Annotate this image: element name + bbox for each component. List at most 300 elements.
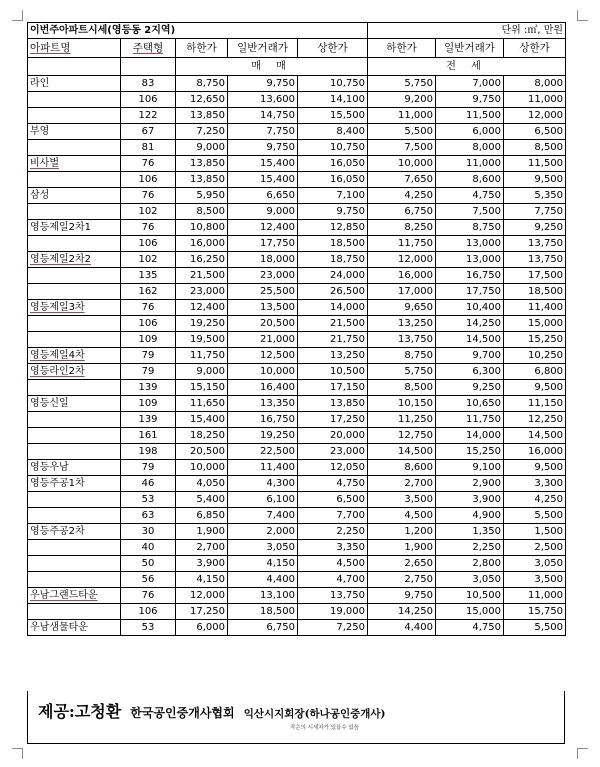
apartment-name-cell: [28, 92, 121, 108]
table-row: [28, 124, 566, 140]
sale-low-cell: 16,250: [176, 252, 228, 268]
header-lease-avg: 일반거래가: [436, 39, 504, 58]
sale-low-cell: 21,500: [176, 268, 228, 284]
sale-high-cell: 10,500: [298, 364, 368, 380]
lease-low-cell: 5,750: [368, 364, 436, 380]
lease-low-cell: 14,500: [368, 444, 436, 460]
sale-high-cell: 7,250: [298, 620, 368, 636]
lease-high-cell: 3,300: [504, 476, 566, 492]
lease-high-cell: 16,000: [504, 444, 566, 460]
lease-high-cell: 5,500: [504, 508, 566, 524]
sale-avg-cell: 13,600: [228, 92, 298, 108]
table-row: [28, 108, 566, 124]
page-corner-mark: [12, 10, 23, 21]
house-type-cell: 50: [121, 556, 176, 572]
lease-high-cell: 11,000: [504, 588, 566, 604]
sale-high-cell: 13,250: [298, 348, 368, 364]
table-row: [28, 284, 566, 300]
sale-low-cell: 10,000: [176, 460, 228, 476]
sale-high-cell: 19,000: [298, 604, 368, 620]
lease-low-cell: 4,400: [368, 620, 436, 636]
apartment-name-cell: [28, 204, 121, 220]
apartment-name-cell: [28, 428, 121, 444]
lease-low-cell: 16,000: [368, 268, 436, 284]
sale-avg-cell: 2,000: [228, 524, 298, 540]
sale-avg-cell: 19,250: [228, 428, 298, 444]
sale-avg-cell: 6,650: [228, 188, 298, 204]
lease-low-cell: 9,200: [368, 92, 436, 108]
table-row: [28, 236, 566, 252]
sale-avg-cell: 9,750: [228, 140, 298, 156]
sale-avg-cell: 13,500: [228, 300, 298, 316]
lease-avg-cell: 11,750: [436, 412, 504, 428]
table-row: [28, 444, 566, 460]
sale-high-cell: 4,500: [298, 556, 368, 572]
apartment-name-cell: 영등라인2차: [28, 364, 121, 380]
sale-avg-cell: 20,500: [228, 316, 298, 332]
lease-high-cell: 6,800: [504, 364, 566, 380]
house-type-cell: 162: [121, 284, 176, 300]
sale-low-cell: 19,250: [176, 316, 228, 332]
table-row: [28, 92, 566, 108]
lease-avg-cell: 10,650: [436, 396, 504, 412]
sale-low-cell: 2,700: [176, 540, 228, 556]
unit-label: 단위 :㎡, 만원: [368, 23, 566, 39]
lease-avg-cell: 2,900: [436, 476, 504, 492]
sale-low-cell: 4,050: [176, 476, 228, 492]
sale-high-cell: 3,350: [298, 540, 368, 556]
footer-provider: 제공:고청환: [38, 702, 122, 721]
sale-avg-cell: 16,750: [228, 412, 298, 428]
lease-avg-cell: 6,300: [436, 364, 504, 380]
apartment-name-cell: [28, 268, 121, 284]
apartment-name-cell: 영등제일4차: [28, 348, 121, 364]
sale-avg-cell: 11,400: [228, 460, 298, 476]
apartment-name-cell: 라인: [28, 76, 121, 92]
sale-high-cell: 9,750: [298, 204, 368, 220]
sale-avg-cell: 22,500: [228, 444, 298, 460]
sale-avg-cell: 23,000: [228, 268, 298, 284]
table-row: [28, 76, 566, 92]
house-type-cell: 106: [121, 316, 176, 332]
header-sale-high: 상한가: [298, 39, 368, 58]
sale-low-cell: 8,500: [176, 204, 228, 220]
apartment-name-cell: [28, 140, 121, 156]
lease-high-cell: 6,500: [504, 124, 566, 140]
lease-avg-cell: 14,000: [436, 428, 504, 444]
lease-low-cell: 4,250: [368, 188, 436, 204]
lease-low-cell: 11,750: [368, 236, 436, 252]
page-corner-mark: [12, 748, 23, 759]
sale-high-cell: 13,750: [298, 588, 368, 604]
lease-avg-cell: 16,750: [436, 268, 504, 284]
house-type-cell: 79: [121, 460, 176, 476]
apartment-name-cell: 영등신일: [28, 396, 121, 412]
sale-low-cell: 11,650: [176, 396, 228, 412]
lease-high-cell: 9,500: [504, 460, 566, 476]
sale-low-cell: 17,250: [176, 604, 228, 620]
lease-low-cell: 13,250: [368, 316, 436, 332]
section-blank: [28, 58, 121, 76]
lease-high-cell: 9,500: [504, 380, 566, 396]
sale-low-cell: 15,400: [176, 412, 228, 428]
lease-low-cell: 11,000: [368, 108, 436, 124]
table-row: [28, 364, 566, 380]
apartment-name-cell: [28, 556, 121, 572]
sale-low-cell: 6,000: [176, 620, 228, 636]
lease-high-cell: 2,500: [504, 540, 566, 556]
lease-low-cell: 7,500: [368, 140, 436, 156]
apartment-name-cell: 영등제일2차1: [28, 220, 121, 236]
apartment-name-cell: 우남샘물타운: [28, 620, 121, 636]
lease-low-cell: 12,000: [368, 252, 436, 268]
sale-high-cell: 17,250: [298, 412, 368, 428]
apartment-name-cell: 삼성: [28, 188, 121, 204]
sale-high-cell: 10,750: [298, 140, 368, 156]
lease-high-cell: 15,750: [504, 604, 566, 620]
sale-low-cell: 1,900: [176, 524, 228, 540]
sale-avg-cell: 4,300: [228, 476, 298, 492]
lease-avg-cell: 7,000: [436, 76, 504, 92]
table-row: [28, 492, 566, 508]
sale-avg-cell: 14,750: [228, 108, 298, 124]
lease-high-cell: 15,250: [504, 332, 566, 348]
sale-high-cell: 26,500: [298, 284, 368, 300]
lease-high-cell: 9,250: [504, 220, 566, 236]
sale-low-cell: 20,500: [176, 444, 228, 460]
header-lease-high: 상한가: [504, 39, 566, 58]
lease-low-cell: 11,250: [368, 412, 436, 428]
sale-avg-cell: 15,400: [228, 156, 298, 172]
table-row: [28, 188, 566, 204]
sale-high-cell: 20,000: [298, 428, 368, 444]
lease-high-cell: 17,500: [504, 268, 566, 284]
house-type-cell: 30: [121, 524, 176, 540]
sale-high-cell: 24,000: [298, 268, 368, 284]
lease-avg-cell: 13,000: [436, 236, 504, 252]
table-row: [28, 396, 566, 412]
house-type-cell: 40: [121, 540, 176, 556]
sale-high-cell: 8,400: [298, 124, 368, 140]
house-type-cell: 106: [121, 92, 176, 108]
lease-avg-cell: 17,750: [436, 284, 504, 300]
title-row: [28, 23, 566, 39]
house-type-cell: 67: [121, 124, 176, 140]
lease-avg-cell: 1,350: [436, 524, 504, 540]
table-row: [28, 204, 566, 220]
table-row: [28, 172, 566, 188]
sale-avg-cell: 15,400: [228, 172, 298, 188]
sale-avg-cell: 7,750: [228, 124, 298, 140]
lease-low-cell: 9,650: [368, 300, 436, 316]
lease-high-cell: 11,400: [504, 300, 566, 316]
sale-avg-cell: 13,350: [228, 396, 298, 412]
lease-low-cell: 5,750: [368, 76, 436, 92]
sale-high-cell: 6,500: [298, 492, 368, 508]
page-corner-mark: [577, 10, 588, 21]
apartment-name-cell: [28, 316, 121, 332]
sale-high-cell: 18,500: [298, 236, 368, 252]
sale-high-cell: 7,700: [298, 508, 368, 524]
lease-high-cell: 4,250: [504, 492, 566, 508]
lease-low-cell: 8,250: [368, 220, 436, 236]
house-type-cell: 76: [121, 300, 176, 316]
apartment-name-cell: 영등주공1차: [28, 476, 121, 492]
lease-avg-cell: 7,500: [436, 204, 504, 220]
apartment-name-cell: [28, 172, 121, 188]
sale-low-cell: 6,850: [176, 508, 228, 524]
apartment-name-cell: [28, 332, 121, 348]
house-type-cell: 79: [121, 348, 176, 364]
sale-low-cell: 16,000: [176, 236, 228, 252]
sale-avg-cell: 6,750: [228, 620, 298, 636]
lease-avg-cell: 4,750: [436, 620, 504, 636]
table-row: [28, 252, 566, 268]
sale-avg-cell: 4,150: [228, 556, 298, 572]
sale-avg-cell: 13,100: [228, 588, 298, 604]
table-row: [28, 604, 566, 620]
house-type-cell: 109: [121, 396, 176, 412]
table-row: [28, 140, 566, 156]
table-row: [28, 540, 566, 556]
lease-low-cell: 6,750: [368, 204, 436, 220]
sale-high-cell: 23,000: [298, 444, 368, 460]
lease-avg-cell: 15,250: [436, 444, 504, 460]
lease-high-cell: 13,750: [504, 236, 566, 252]
sale-high-cell: 10,750: [298, 76, 368, 92]
lease-low-cell: 8,750: [368, 348, 436, 364]
table-row: [28, 572, 566, 588]
lease-high-cell: 1,500: [504, 524, 566, 540]
lease-low-cell: 2,700: [368, 476, 436, 492]
house-type-cell: 63: [121, 508, 176, 524]
sale-high-cell: 17,150: [298, 380, 368, 396]
table-row: [28, 524, 566, 540]
lease-high-cell: 11,000: [504, 92, 566, 108]
lease-high-cell: 15,000: [504, 316, 566, 332]
sale-avg-cell: 18,500: [228, 604, 298, 620]
lease-high-cell: 11,500: [504, 156, 566, 172]
sale-high-cell: 12,050: [298, 460, 368, 476]
lease-low-cell: 17,000: [368, 284, 436, 300]
lease-avg-cell: 4,750: [436, 188, 504, 204]
footer-note: 작은의 시세차가 있을수 있음: [290, 725, 360, 731]
sale-high-cell: 21,750: [298, 332, 368, 348]
lease-low-cell: 8,500: [368, 380, 436, 396]
house-type-cell: 53: [121, 620, 176, 636]
lease-low-cell: 10,150: [368, 396, 436, 412]
lease-avg-cell: 2,800: [436, 556, 504, 572]
section-row: [28, 58, 566, 76]
lease-avg-cell: 8,000: [436, 140, 504, 156]
apartment-name-cell: 영등제일2차2: [28, 252, 121, 268]
lease-high-cell: 18,500: [504, 284, 566, 300]
sale-high-cell: 12,850: [298, 220, 368, 236]
table-row: [28, 476, 566, 492]
apartment-name-cell: [28, 492, 121, 508]
lease-avg-cell: 2,250: [436, 540, 504, 556]
lease-high-cell: 8,500: [504, 140, 566, 156]
sale-low-cell: 3,900: [176, 556, 228, 572]
table-row: [28, 332, 566, 348]
lease-low-cell: 13,750: [368, 332, 436, 348]
lease-low-cell: 10,000: [368, 156, 436, 172]
sale-low-cell: 5,950: [176, 188, 228, 204]
lease-low-cell: 2,650: [368, 556, 436, 572]
section-blank: [121, 58, 176, 76]
lease-high-cell: 13,750: [504, 252, 566, 268]
lease-avg-cell: 10,500: [436, 588, 504, 604]
house-type-cell: 139: [121, 380, 176, 396]
house-type-cell: 102: [121, 204, 176, 220]
house-type-cell: 139: [121, 412, 176, 428]
apartment-name-cell: [28, 108, 121, 124]
lease-high-cell: 10,250: [504, 348, 566, 364]
lease-low-cell: 1,900: [368, 540, 436, 556]
sale-avg-cell: 21,000: [228, 332, 298, 348]
lease-avg-cell: 11,500: [436, 108, 504, 124]
table-row: [28, 348, 566, 364]
house-type-cell: 106: [121, 172, 176, 188]
house-type-cell: 76: [121, 220, 176, 236]
section-sale-label: 매 매: [176, 58, 368, 76]
sale-high-cell: 14,000: [298, 300, 368, 316]
sale-low-cell: 18,250: [176, 428, 228, 444]
lease-low-cell: 7,650: [368, 172, 436, 188]
sale-low-cell: 15,150: [176, 380, 228, 396]
lease-avg-cell: 3,050: [436, 572, 504, 588]
sale-avg-cell: 12,500: [228, 348, 298, 364]
house-type-cell: 109: [121, 332, 176, 348]
lease-avg-cell: 15,000: [436, 604, 504, 620]
sale-high-cell: 15,500: [298, 108, 368, 124]
lease-avg-cell: 11,000: [436, 156, 504, 172]
table-row: [28, 156, 566, 172]
header-lease-low: 하한가: [368, 39, 436, 58]
lease-avg-cell: 8,750: [436, 220, 504, 236]
lease-low-cell: 1,200: [368, 524, 436, 540]
house-type-cell: 56: [121, 572, 176, 588]
lease-low-cell: 2,750: [368, 572, 436, 588]
apartment-name-cell: 우남그랜드타운: [28, 588, 121, 604]
lease-high-cell: 11,150: [504, 396, 566, 412]
table-row: [28, 428, 566, 444]
sale-low-cell: 5,400: [176, 492, 228, 508]
page-corner-mark: [577, 748, 588, 759]
sale-low-cell: 12,400: [176, 300, 228, 316]
lease-high-cell: 3,050: [504, 556, 566, 572]
apartment-name-cell: 영등우남: [28, 460, 121, 476]
sale-avg-cell: 9,750: [228, 76, 298, 92]
table-row: [28, 316, 566, 332]
sale-low-cell: 13,850: [176, 156, 228, 172]
house-type-cell: 79: [121, 364, 176, 380]
lease-avg-cell: 3,900: [436, 492, 504, 508]
sale-low-cell: 10,800: [176, 220, 228, 236]
footer-credit: [38, 699, 386, 722]
lease-low-cell: 14,250: [368, 604, 436, 620]
house-type-cell: 106: [121, 604, 176, 620]
lease-avg-cell: 14,500: [436, 332, 504, 348]
sale-low-cell: 13,850: [176, 108, 228, 124]
lease-high-cell: 9,500: [504, 172, 566, 188]
sale-low-cell: 7,250: [176, 124, 228, 140]
sale-low-cell: 9,000: [176, 364, 228, 380]
house-type-cell: 76: [121, 588, 176, 604]
sale-high-cell: 21,500: [298, 316, 368, 332]
house-type-cell: 81: [121, 140, 176, 156]
house-type-cell: 122: [121, 108, 176, 124]
sale-avg-cell: 25,500: [228, 284, 298, 300]
footer-branch: 익산시지회장(하나공인중개사): [243, 708, 386, 720]
house-type-cell: 135: [121, 268, 176, 284]
header-house-type: 주택형: [121, 39, 176, 58]
table-row: [28, 508, 566, 524]
apartment-name-cell: [28, 236, 121, 252]
sale-low-cell: 12,650: [176, 92, 228, 108]
sale-low-cell: 23,000: [176, 284, 228, 300]
lease-avg-cell: 8,600: [436, 172, 504, 188]
table-row: [28, 220, 566, 236]
sale-avg-cell: 6,100: [228, 492, 298, 508]
lease-avg-cell: 9,700: [436, 348, 504, 364]
sale-avg-cell: 18,000: [228, 252, 298, 268]
lease-avg-cell: 9,100: [436, 460, 504, 476]
footer-association: 한국공인중개사협회: [130, 706, 235, 720]
apartment-name-cell: [28, 444, 121, 460]
sale-low-cell: 8,750: [176, 76, 228, 92]
lease-low-cell: 9,750: [368, 588, 436, 604]
section-lease-label: 전 세: [368, 58, 566, 76]
house-type-cell: 198: [121, 444, 176, 460]
header-sale-avg: 일반거래가: [228, 39, 298, 58]
house-type-cell: 76: [121, 188, 176, 204]
sale-low-cell: 13,850: [176, 172, 228, 188]
table-row: [28, 412, 566, 428]
apartment-name-cell: 영등주공2차: [28, 524, 121, 540]
house-type-cell: 161: [121, 428, 176, 444]
lease-low-cell: 12,750: [368, 428, 436, 444]
header-apt-name: 아파트명: [28, 39, 121, 58]
lease-high-cell: 12,000: [504, 108, 566, 124]
apartment-name-cell: [28, 508, 121, 524]
price-table: [27, 22, 566, 636]
apartment-name-cell: [28, 540, 121, 556]
house-type-cell: 53: [121, 492, 176, 508]
lease-avg-cell: 9,750: [436, 92, 504, 108]
apartment-name-cell: [28, 284, 121, 300]
apartment-name-cell: [28, 412, 121, 428]
house-type-cell: 76: [121, 156, 176, 172]
lease-high-cell: 8,000: [504, 76, 566, 92]
house-type-cell: 46: [121, 476, 176, 492]
lease-avg-cell: 10,400: [436, 300, 504, 316]
lease-high-cell: 5,500: [504, 620, 566, 636]
lease-avg-cell: 13,000: [436, 252, 504, 268]
sale-high-cell: 4,700: [298, 572, 368, 588]
document-title: 이번주아파트시세(영등동 2지역): [28, 23, 368, 39]
table-row: [28, 268, 566, 284]
sale-high-cell: 18,750: [298, 252, 368, 268]
apartment-name-cell: 비사벌: [28, 156, 121, 172]
sale-high-cell: 16,050: [298, 172, 368, 188]
sale-avg-cell: 3,050: [228, 540, 298, 556]
sale-high-cell: 7,100: [298, 188, 368, 204]
lease-low-cell: 3,500: [368, 492, 436, 508]
sale-low-cell: 9,000: [176, 140, 228, 156]
lease-high-cell: 3,500: [504, 572, 566, 588]
apartment-name-cell: 영등제일3차: [28, 300, 121, 316]
